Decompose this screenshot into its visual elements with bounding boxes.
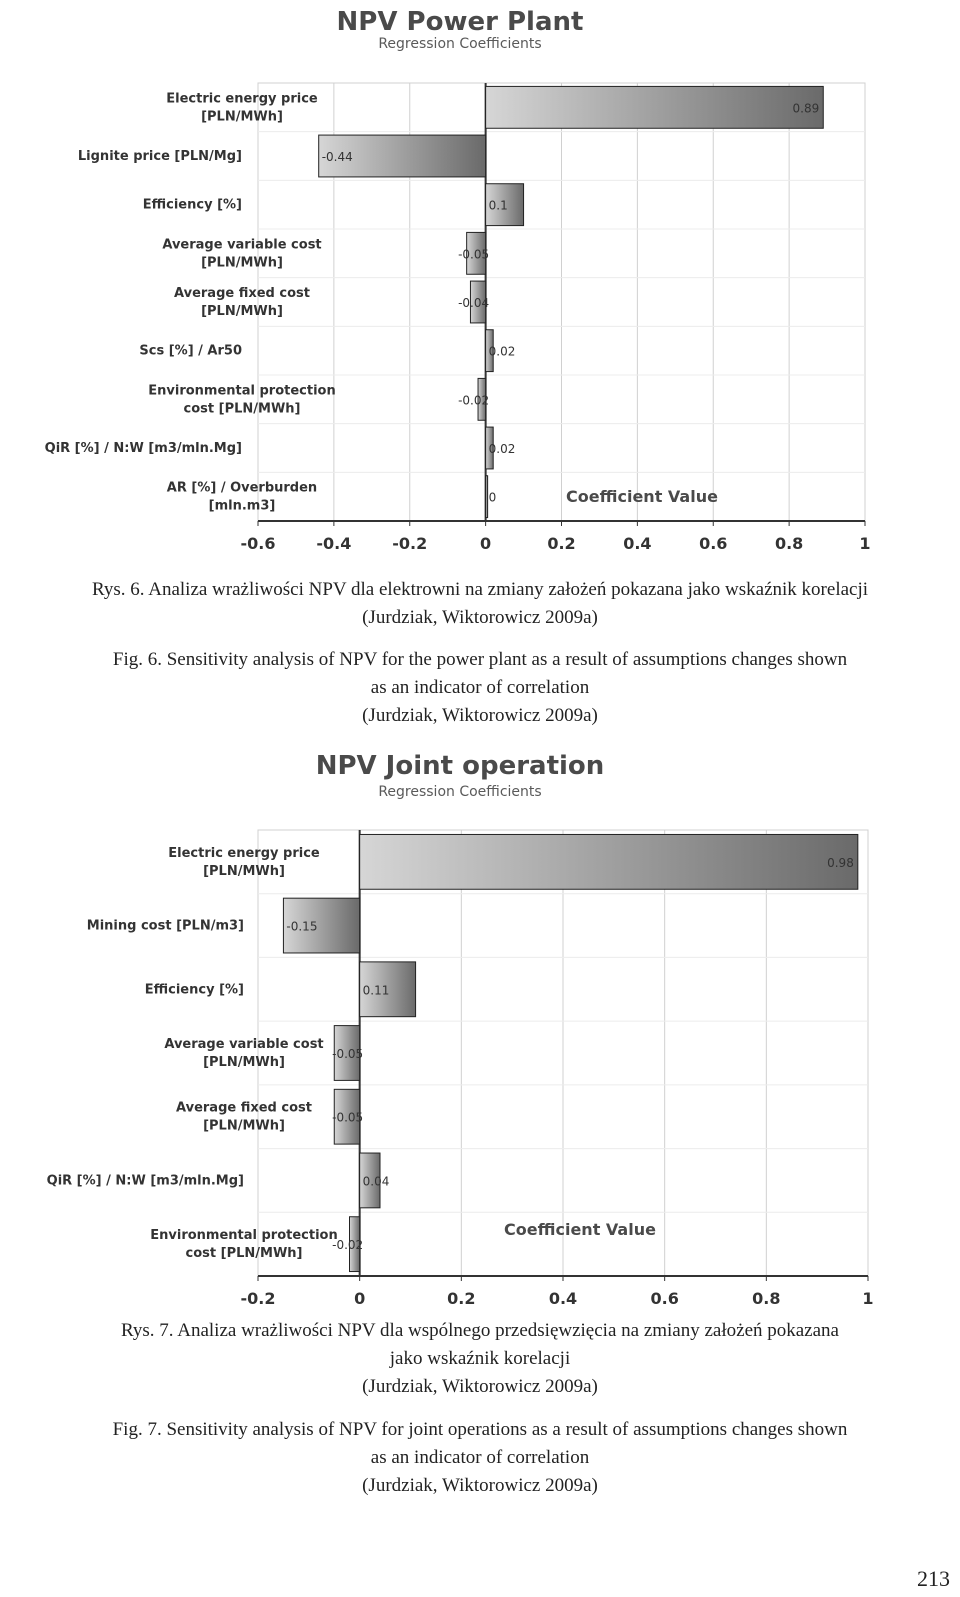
x-tick-label: 0.2 [547,534,576,553]
x-tick-label: 1 [859,534,871,553]
bar [360,834,858,889]
x-tick-label: 0.4 [548,1289,578,1308]
x-tick-label: -0.2 [392,534,428,553]
category-label: QiR [%] / N:W [m3/mln.Mg] [46,1173,244,1189]
caption-fig6-pl [0,576,960,632]
category-label: [mln.m3] [208,498,276,514]
caption-fig6-en [0,646,960,730]
chart-title: NPV Power Plant [336,7,584,37]
value-label: 0.89 [792,101,820,116]
caption-line: (Jurdziak, Wiktorowicz 2009a) [362,705,598,726]
category-label: Average fixed cost [174,286,310,301]
category-label: Lignite price [PLN/Mg] [77,149,242,164]
category-label: Efficiency [%] [142,197,242,213]
x-axis-title: Coefficient Value [504,1220,656,1239]
x-tick-label: 0.6 [650,1289,679,1308]
value-label: -0.02 [332,1238,364,1253]
category-label: Electric energy price [166,91,318,107]
category-label: [PLN/MWh] [203,1055,285,1070]
category-label: [PLN/MWh] [203,863,285,879]
category-label: AR [%] / Overburden [166,480,318,496]
value-label: 0 [488,490,497,505]
chart-title: NPV Joint operation [315,752,605,781]
x-tick-label: -0.6 [240,534,276,553]
category-label: [PLN/MWh] [203,1118,285,1134]
category-label: [PLN/MWh] [201,109,283,125]
category-label: [PLN/MWh] [201,255,283,271]
x-tick-label: 0.8 [752,1289,781,1308]
category-label: Scs [%] / Ar50 [139,343,242,359]
caption-line: (Jurdziak, Wiktorowicz 2009a) [362,1475,598,1496]
category-label: cost [PLN/MWh] [183,401,301,417]
value-label: -0.05 [332,1047,364,1061]
caption-line: as an indicator of correlation [370,1447,590,1468]
value-label: -0.05 [332,1110,364,1125]
caption-line: (Jurdziak, Wiktorowicz 2009a) [362,1376,598,1397]
value-label: -0.05 [458,247,490,262]
caption-line: Fig. 6. Sensitivity analysis of NPV for the power plant as a result of assumptions changes shown [112,649,848,670]
category-label: Average fixed cost [176,1100,312,1116]
x-tick-label: 0 [354,1289,366,1308]
value-label: 0.98 [827,855,854,870]
chart-npv-joint-operation [0,752,960,1312]
category-label: Average variable cost [164,1037,324,1052]
x-tick-label: -0.4 [316,534,352,553]
chart-npv-power-plant [0,0,960,570]
caption-line: (Jurdziak, Wiktorowicz 2009a) [362,607,598,628]
caption-line: Rys. 6. Analiza wrażliwości NPV dla elektrowni na zmiany założeń pokazana jako wskaźnik korelacji [91,579,869,600]
page-number: 213 [917,1566,950,1591]
category-label: Average variable cost [162,237,322,253]
caption-line: Rys. 7. Analiza wrażliwości NPV dla wspólnego przedsięwzięcia na zmiany założeń pokazana [120,1320,839,1341]
value-label: 0.02 [488,442,516,456]
x-tick-label: 0.2 [447,1289,476,1308]
category-label: cost [PLN/MWh] [185,1246,303,1262]
bar [486,86,824,128]
value-label: 0.11 [362,983,390,998]
category-label: Mining cost [PLN/m3] [86,918,244,934]
category-label: QiR [%] / N:W [m3/mln.Mg] [44,441,242,456]
x-axis-title: Coefficient Value [566,487,718,506]
caption-fig7-pl [0,1317,960,1401]
value-label: 0.02 [488,344,516,359]
x-tick-label: 0.6 [699,534,728,553]
category-label: Environmental protection [148,383,336,399]
category-label: [PLN/MWh] [201,304,283,319]
x-tick-label: 1 [862,1289,874,1308]
caption-line: as an indicator of correlation [370,677,590,698]
x-tick-label: -0.2 [240,1289,276,1308]
chart-subtitle: Regression Coefficients [378,36,542,52]
bar [486,476,488,518]
x-tick-label: 0.4 [623,534,652,553]
category-label: Environmental protection [150,1228,338,1244]
category-label: Electric energy price [168,845,320,861]
caption-line: Fig. 7. Sensitivity analysis of NPV for joint operations as a result of assumptions changes shown [112,1419,848,1440]
value-label: 0.04 [362,1174,390,1189]
value-label: -0.15 [286,919,318,934]
value-label: -0.02 [458,393,490,408]
chart-subtitle: Regression Coefficients [378,784,542,800]
value-label: -0.04 [458,296,490,310]
x-tick-label: 0 [480,534,492,553]
caption-fig7-en [0,1416,960,1500]
caption-line: jako wskaźnik korelacji [389,1348,571,1369]
value-label: 0.1 [488,198,508,213]
x-tick-label: 0.8 [774,534,804,553]
category-label: Efficiency [%] [144,982,244,998]
value-label: -0.44 [321,150,353,164]
